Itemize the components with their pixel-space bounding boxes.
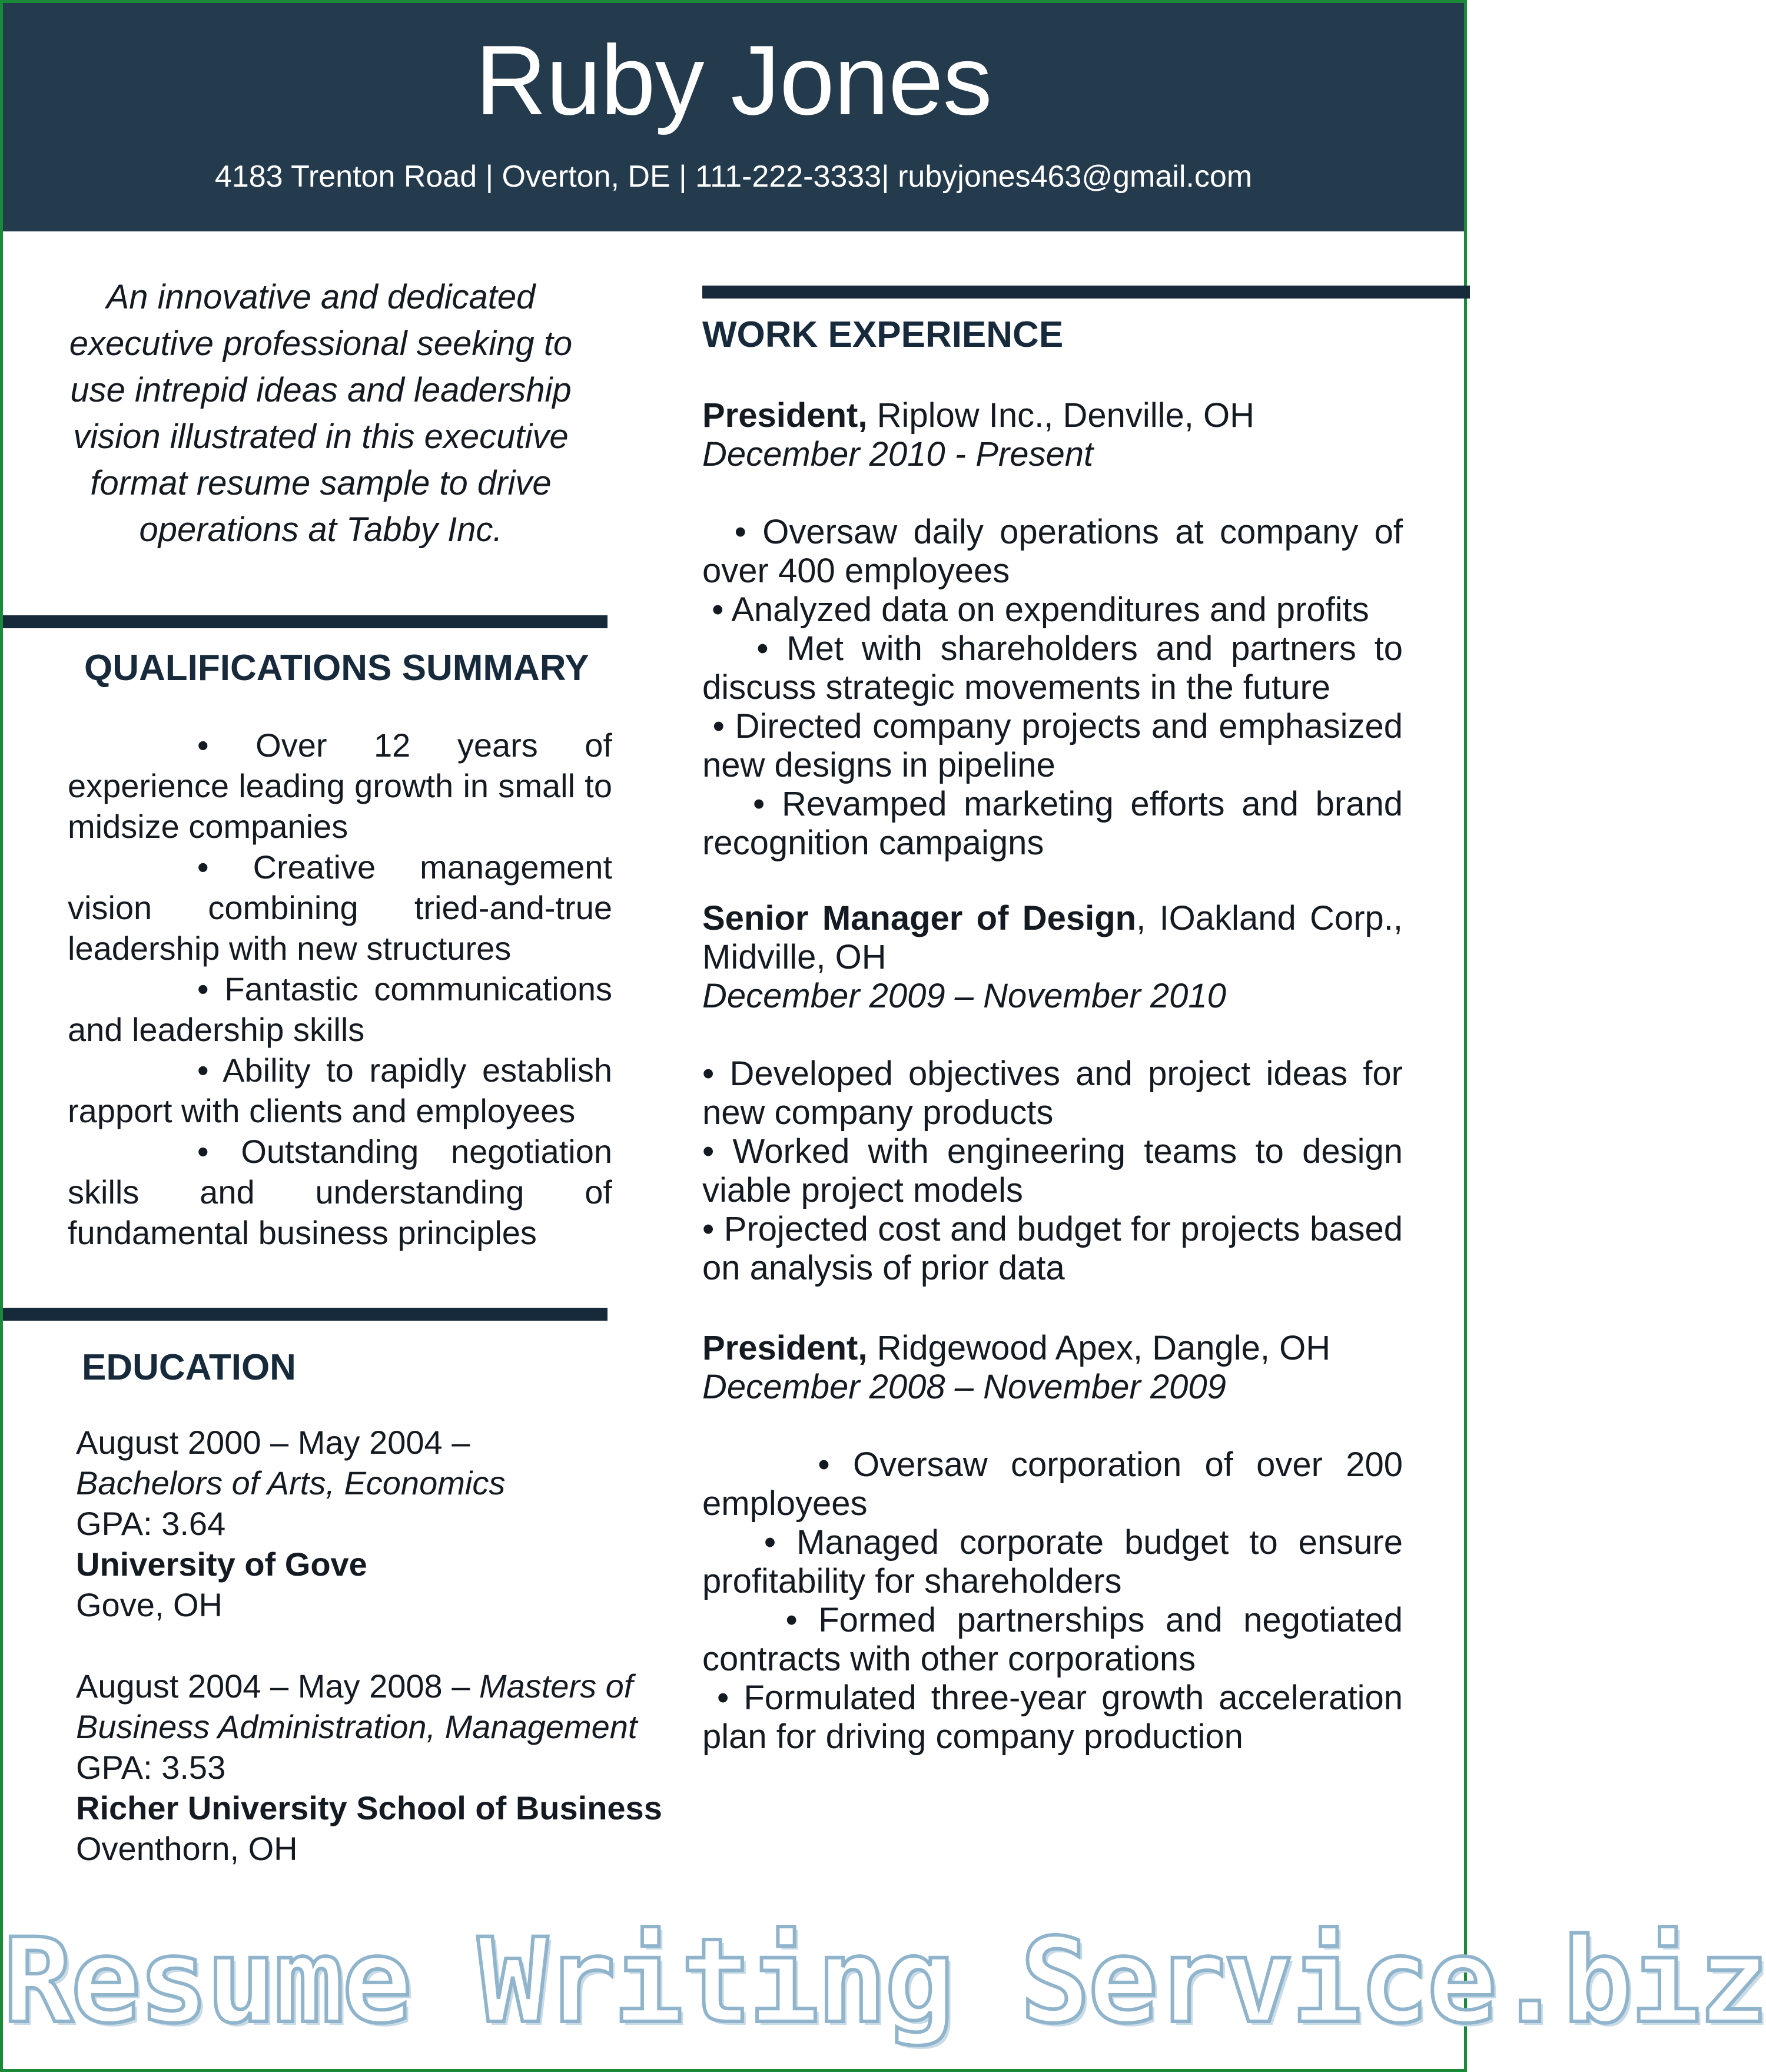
section-divider xyxy=(3,615,608,628)
list-item: • Outstanding negotiation skills and understanding of fundamental business principles xyxy=(68,1133,612,1251)
list-item: • Managed corporate budget to ensure profitability for shareholders xyxy=(702,1523,1403,1600)
job-dates: December 2009 – November 2010 xyxy=(702,977,1226,1015)
list-item: • Directed company projects and emphasized new designs in pipeline xyxy=(702,707,1403,784)
qualifications-list xyxy=(68,725,612,1253)
section-divider xyxy=(702,286,1470,299)
resume-header xyxy=(3,3,1464,231)
job-dates: December 2008 – November 2009 xyxy=(702,1368,1226,1406)
job-bullets xyxy=(702,513,1403,863)
qualifications-heading: QUALIFICATIONS SUMMARY xyxy=(84,648,589,688)
watermark: Resume Writing Service.biz xyxy=(3,1913,1766,2049)
education-entry xyxy=(76,1422,670,1625)
job-title: President, xyxy=(702,396,868,435)
education-dates: August 2004 – May 2008 – xyxy=(76,1667,470,1705)
job-bullets xyxy=(702,1055,1403,1288)
list-item: • Projected cost and budget for projects based on analysis of prior data xyxy=(702,1210,1403,1287)
education-school: Richer University School of Business xyxy=(76,1789,662,1826)
job-title: Senior Manager of Design xyxy=(702,899,1137,937)
list-item: • Creative management vision combining tried-and-true leadership with new structures xyxy=(68,848,612,967)
list-item: • Formed partnerships and negotiated contracts with other corporations xyxy=(702,1601,1403,1678)
job-dates: December 2010 - Present xyxy=(702,435,1094,473)
education-degree: Bachelors of Arts, Economics xyxy=(76,1464,506,1501)
job-company: Ridgewood Apex, Dangle, OH xyxy=(877,1329,1331,1367)
job-title: President, xyxy=(702,1329,868,1367)
job-company: Riplow Inc., Denville, OH xyxy=(877,396,1254,435)
job-entry xyxy=(702,899,1403,1288)
list-item: • Met with shareholders and partners to discuss strategic movements in the future xyxy=(702,629,1403,707)
list-item: • Over 12 years of experience leading growth in small to midsize companies xyxy=(68,727,612,845)
list-item: • Developed objectives and project ideas for new company products xyxy=(702,1055,1403,1132)
work-experience-heading: WORK EXPERIENCE xyxy=(702,314,1064,355)
list-item: • Worked with engineering teams to design viable project models xyxy=(702,1132,1403,1209)
education-entry xyxy=(76,1666,670,1869)
contact-line: 4183 Trenton Road | Overton, DE | 111-222-3333| rubyjones463@gmail.com xyxy=(214,160,1253,194)
list-item: • Oversaw daily operations at company of over 400 employees xyxy=(702,513,1403,590)
education-school: University of Gove xyxy=(76,1546,367,1583)
list-item: • Revamped marketing efforts and brand recognition campaigns xyxy=(702,785,1403,862)
list-item: • Fantastic communications and leadership skills xyxy=(68,970,612,1048)
education-heading: EDUCATION xyxy=(82,1347,296,1388)
job-company: , IOakland Corp., Midville, OH xyxy=(702,899,1403,976)
education-degree: Business Administration, Management xyxy=(76,1708,638,1745)
job-bullets xyxy=(702,1446,1403,1756)
list-item: • Ability to rapidly establish rapport with clients and employees xyxy=(68,1052,612,1129)
education-gpa: GPA: 3.64 xyxy=(76,1505,226,1542)
section-divider xyxy=(3,1308,608,1321)
job-entry xyxy=(702,396,1403,863)
job-entry xyxy=(702,1329,1403,1756)
list-item: • Oversaw corporation of over 200 employees xyxy=(702,1446,1403,1523)
list-item: • Analyzed data on expenditures and profits xyxy=(712,591,1369,629)
list-item: • Formulated three-year growth acceleration plan for driving company production xyxy=(702,1679,1403,1756)
candidate-name: Ruby Jones xyxy=(475,25,992,135)
education-location: Gove, OH xyxy=(76,1586,223,1623)
education-location: Oventhorn, OH xyxy=(76,1830,298,1867)
education-dates: August 2000 – May 2004 – xyxy=(76,1424,470,1461)
education-degree: Masters of xyxy=(479,1667,633,1705)
objective-statement: An innovative and dedicated executive professional seeking to use intrepid ideas and leadership vision illustrated in this executive format resume sample to drive operations at Tabby Inc. xyxy=(69,278,573,549)
education-gpa: GPA: 3.53 xyxy=(76,1749,226,1786)
